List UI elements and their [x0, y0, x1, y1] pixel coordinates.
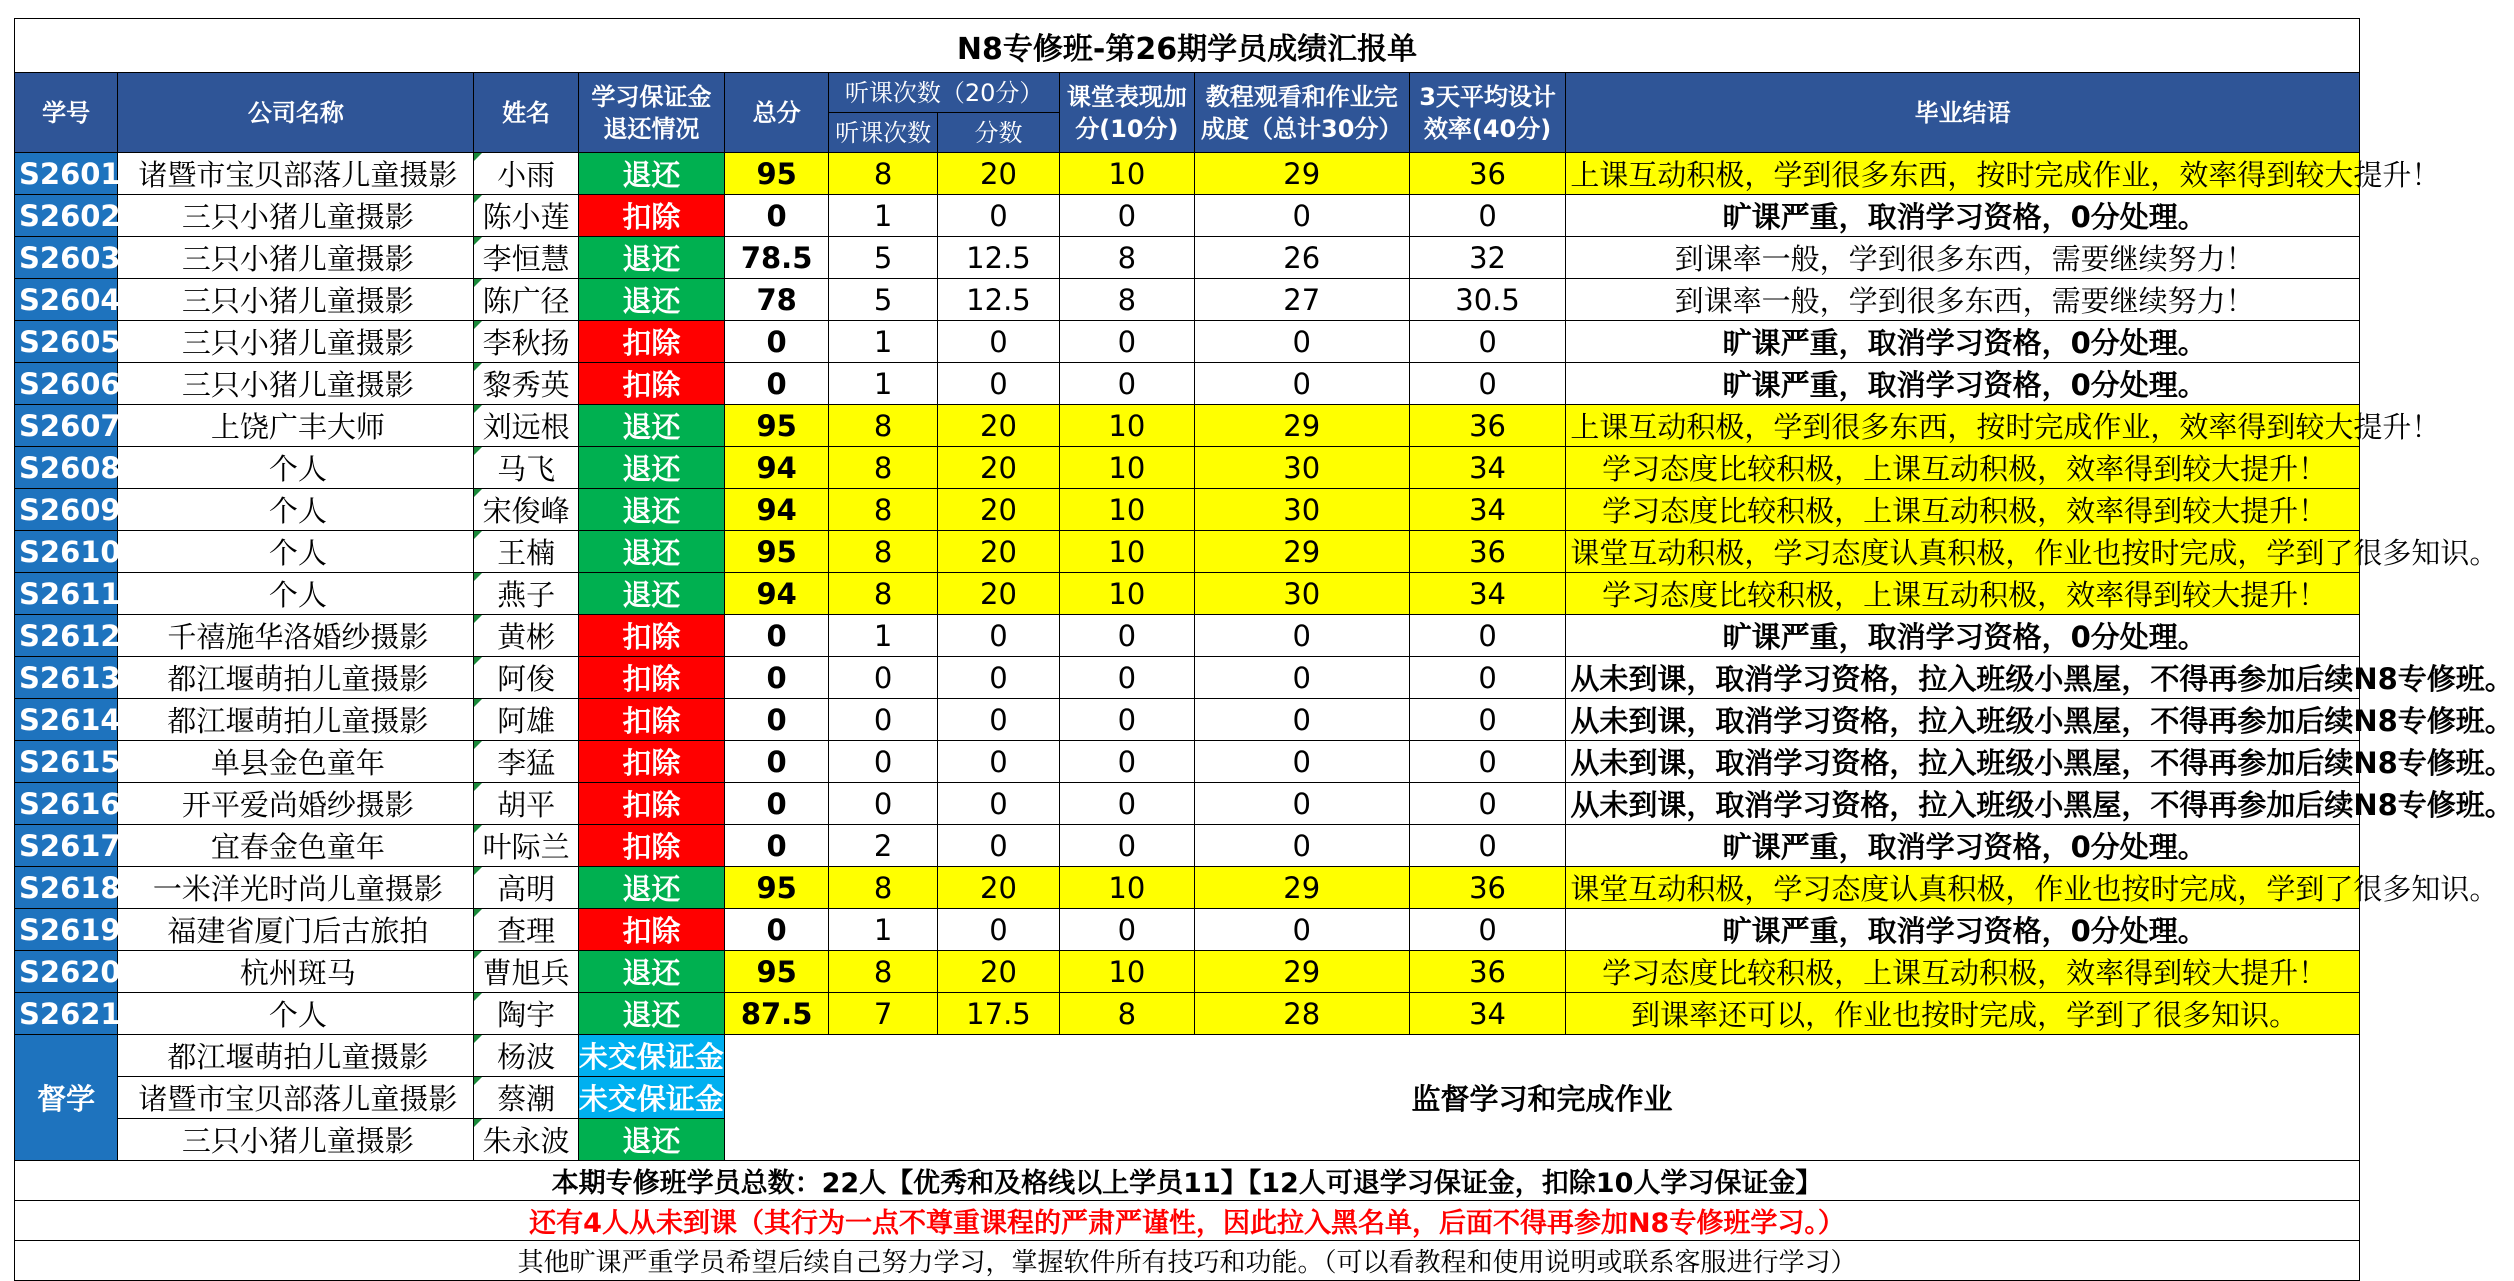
tutorial-score: 0: [1194, 321, 1409, 363]
student-id: S2611: [15, 573, 118, 615]
performance-score: 0: [1060, 195, 1195, 237]
graduation-remark: 上课互动积极，学到很多东西，按时完成作业，效率得到较大提升！: [1566, 153, 2360, 195]
attendance-count: 1: [829, 909, 938, 951]
efficiency-score: 0: [1409, 195, 1566, 237]
tutorial-score: 0: [1194, 741, 1409, 783]
attendance-count: 8: [829, 531, 938, 573]
efficiency-score: 0: [1409, 657, 1566, 699]
tutorial-score: 0: [1194, 363, 1409, 405]
student-row: [15, 447, 2360, 489]
total-score: 0: [724, 909, 828, 951]
attendance-count: 1: [829, 195, 938, 237]
efficiency-score: 36: [1409, 405, 1566, 447]
attendance-score: 0: [937, 741, 1059, 783]
footer-advice-row: [15, 1241, 2360, 1281]
total-score: 0: [724, 195, 828, 237]
student-name: 胡平: [474, 783, 578, 825]
attendance-count: 2: [829, 825, 938, 867]
company-name: 个人: [118, 993, 474, 1035]
footer-warning: 还有4人从未到课（其行为一点不尊重课程的严肃严谨性，因此拉入黑名单，后面不得再参加N8专修班学习。）: [15, 1201, 2360, 1241]
company-name: 杭州斑马: [118, 951, 474, 993]
student-name: 高明: [474, 867, 578, 909]
attendance-count: 7: [829, 993, 938, 1035]
attendance-score: 20: [937, 405, 1059, 447]
performance-score: 10: [1060, 951, 1195, 993]
efficiency-score: 36: [1409, 867, 1566, 909]
header-tutorial-line1: 教程观看和作业完: [1205, 82, 1398, 111]
company-name: 三只小猪儿童摄影: [118, 279, 474, 321]
total-score: 94: [724, 447, 828, 489]
company-name: 三只小猪儿童摄影: [118, 363, 474, 405]
student-name: 王楠: [474, 531, 578, 573]
graduation-remark: 旷课严重，取消学习资格，0分处理。: [1566, 321, 2360, 363]
student-row: [15, 153, 2360, 195]
attendance-score: 0: [937, 783, 1059, 825]
student-name: 陶宇: [474, 993, 578, 1035]
header-name: 姓名: [474, 73, 578, 153]
company-name: 千禧施华洛婚纱摄影: [118, 615, 474, 657]
efficiency-score: 34: [1409, 489, 1566, 531]
deposit-status-badge: 退还: [578, 279, 724, 321]
graduation-remark: 旷课严重，取消学习资格，0分处理。: [1566, 615, 2360, 657]
deposit-status-badge: 扣除: [578, 321, 724, 363]
header-id: 学号: [15, 73, 118, 153]
attendance-count: 8: [829, 489, 938, 531]
attendance-count: 0: [829, 741, 938, 783]
student-name: 陈小莲: [474, 195, 578, 237]
header-company: 公司名称: [118, 73, 474, 153]
student-row: [15, 363, 2360, 405]
attendance-count: 5: [829, 279, 938, 321]
header-row-1: [15, 73, 2360, 113]
attendance-score: 0: [937, 321, 1059, 363]
header-attendance-group: 听课次数（20分）: [829, 73, 1060, 113]
performance-score: 0: [1060, 615, 1195, 657]
graduation-remark: 到课率一般，学到很多东西，需要继续努力！: [1566, 279, 2360, 321]
tutorial-score: 28: [1194, 993, 1409, 1035]
header-attendance-score: 分数: [937, 113, 1059, 153]
performance-score: 0: [1060, 321, 1195, 363]
performance-score: 0: [1060, 783, 1195, 825]
efficiency-score: 0: [1409, 783, 1566, 825]
student-name: 阿雄: [474, 699, 578, 741]
student-name: 叶际兰: [474, 825, 578, 867]
graduation-remark: 旷课严重，取消学习资格，0分处理。: [1566, 195, 2360, 237]
attendance-score: 20: [937, 447, 1059, 489]
student-id: S2616: [15, 783, 118, 825]
supervisor-name: 杨波: [474, 1035, 578, 1077]
deposit-status-badge: 退还: [578, 951, 724, 993]
attendance-score: 0: [937, 657, 1059, 699]
graduation-remark: 学习态度比较积极，上课互动积极，效率得到较大提升！: [1566, 951, 2360, 993]
company-name: 三只小猪儿童摄影: [118, 1119, 474, 1161]
performance-score: 0: [1060, 657, 1195, 699]
tutorial-score: 0: [1194, 195, 1409, 237]
graduation-remark: 从未到课，取消学习资格，拉入班级小黑屋，不得再参加后续N8专修班。: [1566, 657, 2360, 699]
student-id: S2604: [15, 279, 118, 321]
footer-warning-row: [15, 1201, 2360, 1241]
company-name: 一米洋光时尚儿童摄影: [118, 867, 474, 909]
graduation-remark: 学习态度比较积极，上课互动积极，效率得到较大提升！: [1566, 489, 2360, 531]
header-efficiency-line1: 3天平均设计: [1419, 82, 1556, 111]
footer-advice: 其他旷课严重学员希望后续自己努力学习，掌握软件所有技巧和功能。（可以看教程和使用说明或联系客服进行学习）: [15, 1241, 2360, 1281]
header-deposit: [578, 73, 724, 153]
deposit-status-badge: 退还: [578, 237, 724, 279]
header-tutorial-line2: 成度（总计30分）: [1201, 114, 1403, 143]
deposit-status-badge: 未交保证金: [578, 1077, 724, 1119]
tutorial-score: 0: [1194, 783, 1409, 825]
attendance-score: 20: [937, 951, 1059, 993]
graduation-remark: 旷课严重，取消学习资格，0分处理。: [1566, 363, 2360, 405]
student-name: 宋俊峰: [474, 489, 578, 531]
student-id: S2615: [15, 741, 118, 783]
score-table: [14, 18, 2514, 1281]
attendance-count: 0: [829, 783, 938, 825]
student-name: 李恒慧: [474, 237, 578, 279]
student-name: 李秋扬: [474, 321, 578, 363]
total-score: 78.5: [724, 237, 828, 279]
total-score: 0: [724, 825, 828, 867]
company-name: 上饶广丰大师: [118, 405, 474, 447]
student-id: S2608: [15, 447, 118, 489]
student-row: [15, 405, 2360, 447]
tutorial-score: 26: [1194, 237, 1409, 279]
efficiency-score: 34: [1409, 447, 1566, 489]
efficiency-score: 36: [1409, 531, 1566, 573]
student-id: S2617: [15, 825, 118, 867]
company-name: 个人: [118, 573, 474, 615]
deposit-status-badge: 扣除: [578, 741, 724, 783]
deposit-status-badge: 退还: [578, 531, 724, 573]
efficiency-score: 0: [1409, 363, 1566, 405]
student-name: 刘远根: [474, 405, 578, 447]
student-row: [15, 951, 2360, 993]
student-row: [15, 825, 2360, 867]
total-score: 0: [724, 615, 828, 657]
student-name: 燕子: [474, 573, 578, 615]
student-row: [15, 909, 2360, 951]
performance-score: 0: [1060, 363, 1195, 405]
efficiency-score: 32: [1409, 237, 1566, 279]
company-name: 个人: [118, 489, 474, 531]
student-row: [15, 615, 2360, 657]
deposit-status-badge: 退还: [578, 1119, 724, 1161]
deposit-status-badge: 退还: [578, 993, 724, 1035]
supervisor-note: 监督学习和完成作业: [724, 1035, 2359, 1161]
tutorial-score: 0: [1194, 657, 1409, 699]
header-performance-line2: 分(10分): [1075, 114, 1179, 143]
footer-summary: 本期专修班学员总数：22人【优秀和及格线以上学员11】【12人可退学习保证金，扣除10人学习保证金】: [15, 1161, 2360, 1201]
deposit-status-badge: 扣除: [578, 195, 724, 237]
attendance-score: 20: [937, 573, 1059, 615]
deposit-status-badge: 退还: [578, 405, 724, 447]
attendance-score: 20: [937, 867, 1059, 909]
attendance-score: 0: [937, 615, 1059, 657]
header-total: 总分: [724, 73, 828, 153]
graduation-remark: 旷课严重，取消学习资格，0分处理。: [1566, 825, 2360, 867]
header-tutorial: [1194, 73, 1409, 153]
header-remark: 毕业结语: [1566, 73, 2360, 153]
student-name: 黄彬: [474, 615, 578, 657]
tutorial-score: 29: [1194, 153, 1409, 195]
student-name: 陈广径: [474, 279, 578, 321]
header-efficiency: [1409, 73, 1566, 153]
student-row: [15, 573, 2360, 615]
deposit-status-badge: 扣除: [578, 657, 724, 699]
student-id: S2618: [15, 867, 118, 909]
performance-score: 0: [1060, 909, 1195, 951]
company-name: 个人: [118, 447, 474, 489]
tutorial-score: 0: [1194, 825, 1409, 867]
tutorial-score: 0: [1194, 615, 1409, 657]
performance-score: 10: [1060, 153, 1195, 195]
student-name: 黎秀英: [474, 363, 578, 405]
student-row: [15, 237, 2360, 279]
tutorial-score: 0: [1194, 909, 1409, 951]
total-score: 0: [724, 699, 828, 741]
deposit-status-badge: 退还: [578, 867, 724, 909]
deposit-status-badge: 扣除: [578, 699, 724, 741]
graduation-remark: 学习态度比较积极，上课互动积极，效率得到较大提升！: [1566, 447, 2360, 489]
company-name: 三只小猪儿童摄影: [118, 237, 474, 279]
tutorial-score: 29: [1194, 867, 1409, 909]
company-name: 个人: [118, 531, 474, 573]
graduation-remark: 到课率还可以，作业也按时完成，学到了很多知识。: [1566, 993, 2360, 1035]
attendance-count: 8: [829, 447, 938, 489]
efficiency-score: 0: [1409, 825, 1566, 867]
attendance-score: 20: [937, 153, 1059, 195]
supervisor-name: 蔡潮: [474, 1077, 578, 1119]
graduation-remark: 旷课严重，取消学习资格，0分处理。: [1566, 909, 2360, 951]
performance-score: 10: [1060, 531, 1195, 573]
student-id: S2607: [15, 405, 118, 447]
performance-score: 8: [1060, 237, 1195, 279]
attendance-count: 8: [829, 951, 938, 993]
tutorial-score: 27: [1194, 279, 1409, 321]
attendance-count: 8: [829, 405, 938, 447]
total-score: 94: [724, 489, 828, 531]
attendance-score: 17.5: [937, 993, 1059, 1035]
student-name: 李猛: [474, 741, 578, 783]
attendance-score: 0: [937, 699, 1059, 741]
deposit-status-badge: 扣除: [578, 783, 724, 825]
total-score: 0: [724, 363, 828, 405]
attendance-score: 0: [937, 195, 1059, 237]
student-id: S2605: [15, 321, 118, 363]
deposit-status-badge: 扣除: [578, 363, 724, 405]
title-row: [15, 19, 2360, 73]
graduation-remark: 课堂互动积极，学习态度认真积极，作业也按时完成，学到了很多知识。: [1566, 531, 2360, 573]
student-row: [15, 657, 2360, 699]
header-attendance-count: 听课次数: [829, 113, 938, 153]
efficiency-score: 0: [1409, 909, 1566, 951]
performance-score: 0: [1060, 741, 1195, 783]
performance-score: 10: [1060, 489, 1195, 531]
efficiency-score: 0: [1409, 741, 1566, 783]
student-id: S2614: [15, 699, 118, 741]
company-name: 单县金色童年: [118, 741, 474, 783]
student-row: [15, 489, 2360, 531]
attendance-score: 0: [937, 825, 1059, 867]
student-row: [15, 195, 2360, 237]
efficiency-score: 36: [1409, 153, 1566, 195]
tutorial-score: 30: [1194, 489, 1409, 531]
student-id: S2620: [15, 951, 118, 993]
header-efficiency-line2: 效率(40分): [1423, 114, 1552, 143]
total-score: 95: [724, 405, 828, 447]
graduation-remark: 上课互动积极，学到很多东西，按时完成作业，效率得到较大提升！: [1566, 405, 2360, 447]
header-deposit-line1: 学习保证金: [591, 82, 712, 111]
student-id: S2602: [15, 195, 118, 237]
company-name: 开平爱尚婚纱摄影: [118, 783, 474, 825]
student-name: 小雨: [474, 153, 578, 195]
performance-score: 8: [1060, 993, 1195, 1035]
student-row: [15, 741, 2360, 783]
attendance-count: 5: [829, 237, 938, 279]
student-row: [15, 531, 2360, 573]
student-name: 曹旭兵: [474, 951, 578, 993]
student-id: S2621: [15, 993, 118, 1035]
attendance-count: 1: [829, 363, 938, 405]
efficiency-score: 0: [1409, 321, 1566, 363]
company-name: 都江堰萌拍儿童摄影: [118, 1035, 474, 1077]
student-id: S2610: [15, 531, 118, 573]
header-performance-line1: 课堂表现加: [1066, 82, 1187, 111]
graduation-remark: 从未到课，取消学习资格，拉入班级小黑屋，不得再参加后续N8专修班。: [1566, 699, 2360, 741]
student-row: [15, 699, 2360, 741]
student-row: [15, 993, 2360, 1035]
attendance-score: 0: [937, 909, 1059, 951]
attendance-count: 1: [829, 615, 938, 657]
graduation-remark: 学习态度比较积极，上课互动积极，效率得到较大提升！: [1566, 573, 2360, 615]
attendance-count: 0: [829, 657, 938, 699]
tutorial-score: 29: [1194, 531, 1409, 573]
company-name: 都江堰萌拍儿童摄影: [118, 699, 474, 741]
efficiency-score: 30.5: [1409, 279, 1566, 321]
student-row: [15, 321, 2360, 363]
performance-score: 0: [1060, 825, 1195, 867]
attendance-count: 0: [829, 699, 938, 741]
company-name: 宜春金色童年: [118, 825, 474, 867]
student-id: S2613: [15, 657, 118, 699]
efficiency-score: 36: [1409, 951, 1566, 993]
company-name: 福建省厦门后古旅拍: [118, 909, 474, 951]
company-name: 都江堰萌拍儿童摄影: [118, 657, 474, 699]
tutorial-score: 29: [1194, 951, 1409, 993]
performance-score: 10: [1060, 405, 1195, 447]
attendance-score: 0: [937, 363, 1059, 405]
tutorial-score: 29: [1194, 405, 1409, 447]
total-score: 78: [724, 279, 828, 321]
graduation-remark: 到课率一般，学到很多东西，需要继续努力！: [1566, 237, 2360, 279]
attendance-count: 8: [829, 573, 938, 615]
company-name: 诸暨市宝贝部落儿童摄影: [118, 153, 474, 195]
deposit-status-badge: 扣除: [578, 909, 724, 951]
efficiency-score: 0: [1409, 615, 1566, 657]
deposit-status-badge: 扣除: [578, 825, 724, 867]
student-row: [15, 279, 2360, 321]
deposit-status-badge: 未交保证金: [578, 1035, 724, 1077]
deposit-status-badge: 扣除: [578, 615, 724, 657]
student-name: 阿俊: [474, 657, 578, 699]
total-score: 95: [724, 951, 828, 993]
performance-score: 10: [1060, 573, 1195, 615]
total-score: 0: [724, 741, 828, 783]
student-id: S2601: [15, 153, 118, 195]
attendance-count: 8: [829, 153, 938, 195]
performance-score: 10: [1060, 867, 1195, 909]
company-name: 诸暨市宝贝部落儿童摄影: [118, 1077, 474, 1119]
deposit-status-badge: 退还: [578, 573, 724, 615]
supervisor-name: 朱永波: [474, 1119, 578, 1161]
attendance-score: 12.5: [937, 237, 1059, 279]
attendance-score: 20: [937, 489, 1059, 531]
total-score: 0: [724, 321, 828, 363]
graduation-remark: 课堂互动积极，学习态度认真积极，作业也按时完成，学到了很多知识。: [1566, 867, 2360, 909]
student-name: 马飞: [474, 447, 578, 489]
company-name: 三只小猪儿童摄影: [118, 321, 474, 363]
graduation-remark: 从未到课，取消学习资格，拉入班级小黑屋，不得再参加后续N8专修班。: [1566, 783, 2360, 825]
attendance-count: 1: [829, 321, 938, 363]
tutorial-score: 30: [1194, 447, 1409, 489]
company-name: 三只小猪儿童摄影: [118, 195, 474, 237]
header-deposit-line2: 退还情况: [603, 114, 700, 143]
performance-score: 10: [1060, 447, 1195, 489]
efficiency-score: 34: [1409, 993, 1566, 1035]
student-id: S2609: [15, 489, 118, 531]
student-name: 查理: [474, 909, 578, 951]
total-score: 0: [724, 783, 828, 825]
student-id: S2606: [15, 363, 118, 405]
attendance-score: 20: [937, 531, 1059, 573]
header-performance: [1060, 73, 1195, 153]
graduation-remark: 从未到课，取消学习资格，拉入班级小黑屋，不得再参加后续N8专修班。: [1566, 741, 2360, 783]
footer-summary-row: [15, 1161, 2360, 1201]
total-score: 87.5: [724, 993, 828, 1035]
student-id: S2603: [15, 237, 118, 279]
attendance-score: 12.5: [937, 279, 1059, 321]
student-row: [15, 867, 2360, 909]
student-id: S2619: [15, 909, 118, 951]
score-report-sheet: [14, 18, 2514, 1281]
student-row: [15, 783, 2360, 825]
tutorial-score: 0: [1194, 699, 1409, 741]
total-score: 94: [724, 573, 828, 615]
total-score: 95: [724, 531, 828, 573]
student-id: S2612: [15, 615, 118, 657]
performance-score: 0: [1060, 699, 1195, 741]
total-score: 95: [724, 867, 828, 909]
total-score: 95: [724, 153, 828, 195]
efficiency-score: 0: [1409, 699, 1566, 741]
performance-score: 8: [1060, 279, 1195, 321]
total-score: 0: [724, 657, 828, 699]
report-title: N8专修班-第26期学员成绩汇报单: [15, 19, 2360, 73]
tutorial-score: 30: [1194, 573, 1409, 615]
supervisor-row: [15, 1035, 2360, 1077]
deposit-status-badge: 退还: [578, 153, 724, 195]
deposit-status-badge: 退还: [578, 489, 724, 531]
attendance-count: 8: [829, 867, 938, 909]
supervisor-label: 督学: [15, 1035, 118, 1161]
efficiency-score: 34: [1409, 573, 1566, 615]
deposit-status-badge: 退还: [578, 447, 724, 489]
